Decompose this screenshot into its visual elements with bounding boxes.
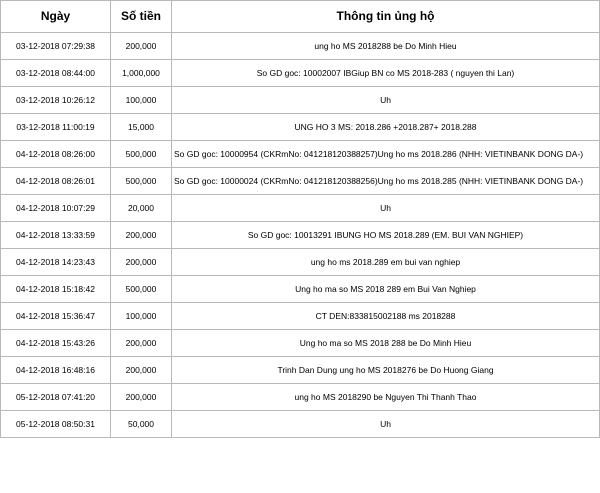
cell-amount: 20,000 — [111, 195, 172, 222]
cell-amount: 15,000 — [111, 114, 172, 141]
cell-amount: 500,000 — [111, 276, 172, 303]
table-row — [1, 249, 600, 276]
table-body — [1, 33, 600, 438]
cell-amount: 500,000 — [111, 168, 172, 195]
table-row — [1, 33, 600, 60]
table-row — [1, 114, 600, 141]
header-info: Thông tin ủng hộ — [172, 1, 600, 33]
cell-date: 04-12-2018 16:48:16 — [1, 357, 111, 384]
table-header — [1, 1, 600, 33]
cell-info: UNG HO 3 MS: 2018.286 +2018.287+ 2018.288 — [172, 114, 600, 141]
cell-date: 04-12-2018 08:26:00 — [1, 141, 111, 168]
cell-info: Uh — [172, 195, 600, 222]
table-row — [1, 141, 600, 168]
cell-amount: 1,000,000 — [111, 60, 172, 87]
cell-date: 03-12-2018 11:00:19 — [1, 114, 111, 141]
header-row — [1, 1, 600, 33]
cell-info: So GD goc: 10013291 IBUNG HO MS 2018.289 (EM. BUI VAN NGHIEP) — [172, 222, 600, 249]
cell-date: 05-12-2018 08:50:31 — [1, 411, 111, 438]
cell-date: 04-12-2018 10:07:29 — [1, 195, 111, 222]
cell-info: Uh — [172, 411, 600, 438]
cell-info: Ung ho ma so MS 2018 288 be Do Minh Hieu — [172, 330, 600, 357]
cell-amount: 200,000 — [111, 384, 172, 411]
cell-amount: 200,000 — [111, 330, 172, 357]
cell-amount: 200,000 — [111, 222, 172, 249]
cell-info: So GD goc: 10002007 IBGiup BN co MS 2018-283 ( nguyen thi Lan) — [172, 60, 600, 87]
cell-info: So GD goc: 10000954 (CKRmNo: 041218120388257)Ung ho ms 2018.286 (NHH: VIETINBANK DONG DA-) — [172, 141, 600, 168]
cell-date: 03-12-2018 08:44:00 — [1, 60, 111, 87]
cell-amount: 500,000 — [111, 141, 172, 168]
cell-date: 04-12-2018 14:23:43 — [1, 249, 111, 276]
table-row — [1, 384, 600, 411]
cell-amount: 200,000 — [111, 33, 172, 60]
cell-info: ung ho ms 2018.289 em bui van nghiep — [172, 249, 600, 276]
table-row — [1, 87, 600, 114]
cell-amount: 100,000 — [111, 303, 172, 330]
cell-amount: 50,000 — [111, 411, 172, 438]
table-row — [1, 411, 600, 438]
table-row — [1, 357, 600, 384]
cell-info: CT DEN:833815002188 ms 2018288 — [172, 303, 600, 330]
cell-info: So GD goc: 10000024 (CKRmNo: 041218120388256)Ung ho ms 2018.285 (NHH: VIETINBANK DONG DA-) — [172, 168, 600, 195]
cell-info: Uh — [172, 87, 600, 114]
cell-date: 04-12-2018 15:36:47 — [1, 303, 111, 330]
table-row — [1, 276, 600, 303]
cell-date: 04-12-2018 15:18:42 — [1, 276, 111, 303]
cell-date: 03-12-2018 10:26:12 — [1, 87, 111, 114]
cell-amount: 200,000 — [111, 357, 172, 384]
cell-info: Ung ho ma so MS 2018 289 em Bui Van Nghiep — [172, 276, 600, 303]
cell-amount: 200,000 — [111, 249, 172, 276]
cell-info: Trinh Dan Dung ung ho MS 2018276 be Do Huong Giang — [172, 357, 600, 384]
table-row — [1, 168, 600, 195]
cell-date: 03-12-2018 07:29:38 — [1, 33, 111, 60]
cell-info: ung ho MS 2018288 be Do Minh Hieu — [172, 33, 600, 60]
cell-amount: 100,000 — [111, 87, 172, 114]
table-row — [1, 222, 600, 249]
header-date: Ngày — [1, 1, 111, 33]
table-row — [1, 195, 600, 222]
cell-date: 05-12-2018 07:41:20 — [1, 384, 111, 411]
table-row — [1, 60, 600, 87]
cell-date: 04-12-2018 08:26:01 — [1, 168, 111, 195]
table-row — [1, 303, 600, 330]
cell-date: 04-12-2018 15:43:26 — [1, 330, 111, 357]
table-row — [1, 330, 600, 357]
cell-info: ung ho MS 2018290 be Nguyen Thi Thanh Thao — [172, 384, 600, 411]
header-amount: Số tiền — [111, 1, 172, 33]
cell-date: 04-12-2018 13:33:59 — [1, 222, 111, 249]
